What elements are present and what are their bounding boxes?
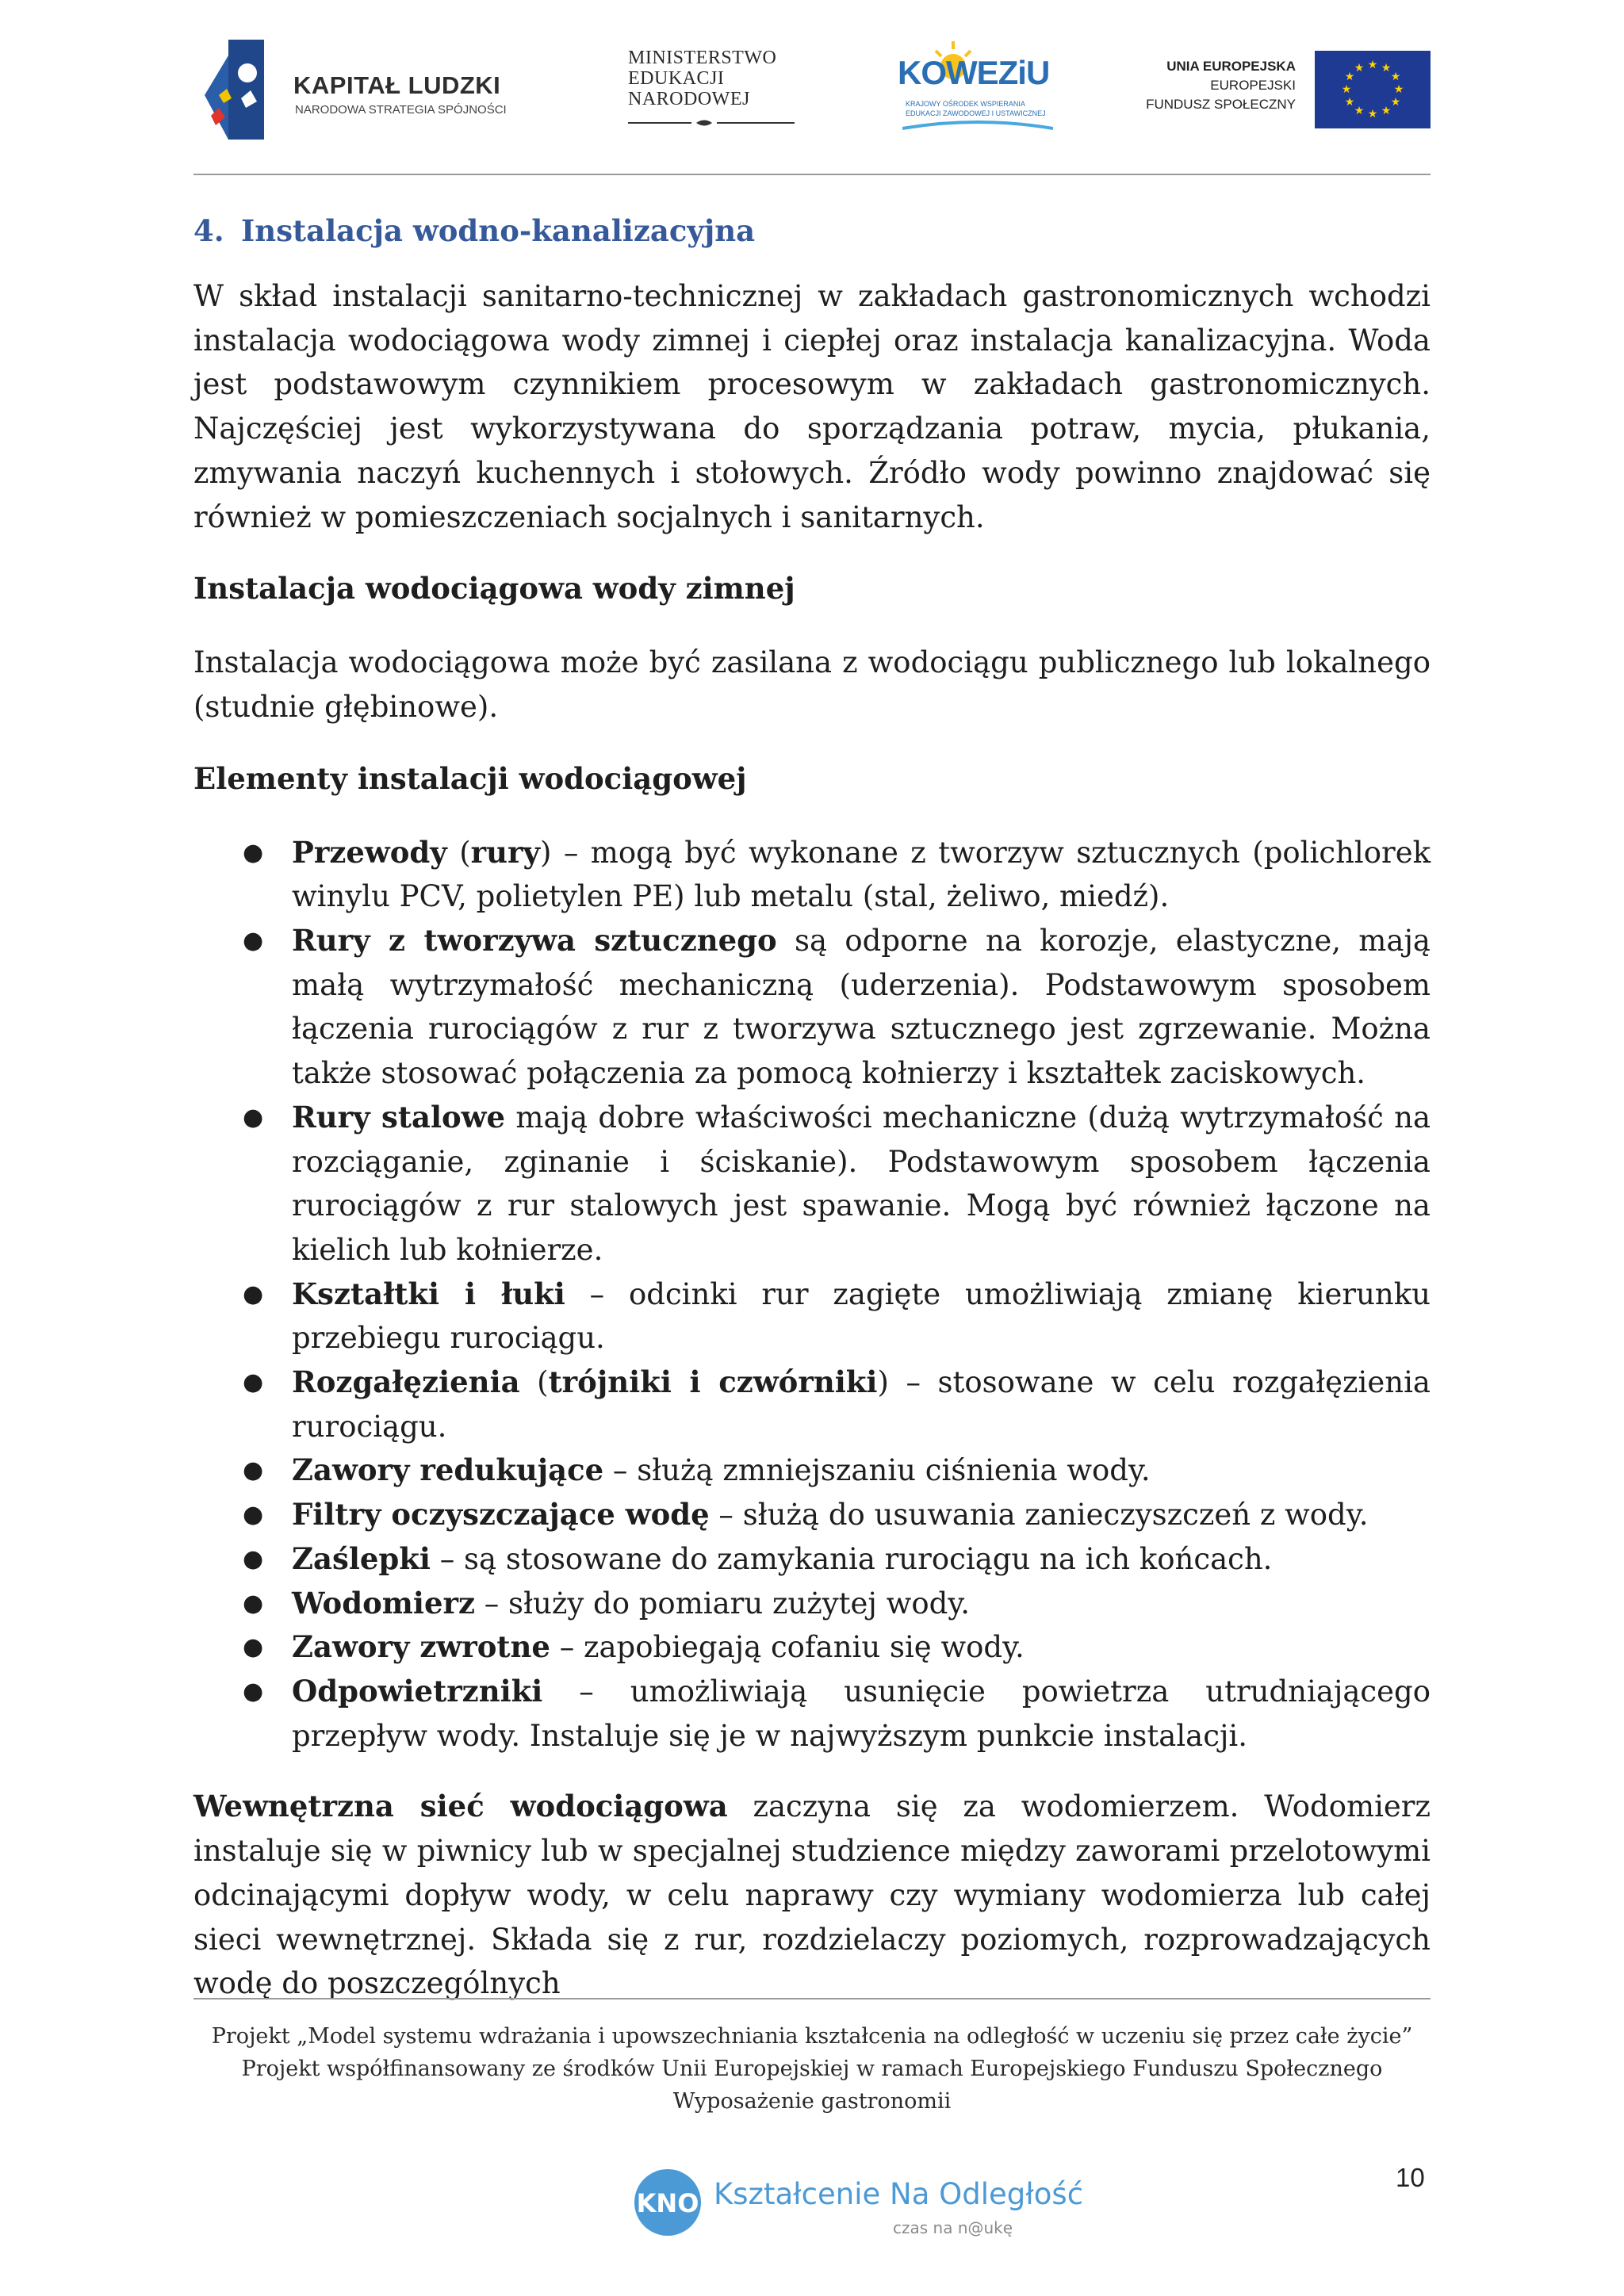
svg-text:★: ★ [1393,83,1404,96]
list-item: ● Zawory zwrotne – zapobiegają cofaniu się wody. [193,1625,1431,1670]
section-title: Instalacja wodno-kanalizacyjna [241,213,756,248]
footer-line-2: Projekt współfinansowany ze środków Unii Europejskiej w ramach Europejskiego Funduszu Społecznego [241,2057,1383,2081]
bullet-icon: ● [243,1103,264,1131]
bullet-icon: ● [243,1677,264,1705]
eu-flag-icon [1315,51,1431,128]
list-item: ● Zawory redukujące – służą zmniejszaniu ciśnienia wody. [193,1448,1431,1493]
bullet-icon: ● [243,838,264,867]
kno-logo-title: Kształcenie Na Odległość [714,2177,1084,2211]
bullet-icon: ● [243,1456,264,1485]
ministerstwo-logo [628,38,810,149]
closing-bold: Wewnętrzna sieć wodociągowa [193,1789,728,1824]
koweziu-line-2: EDUKACJI ZAWODOWEJ I USTAWICZNEJ [906,109,1046,117]
svg-text:★: ★ [1344,71,1355,83]
list-item: ● Wodomierz – służy do pomiaru zużytej wody. [193,1582,1431,1626]
list-item: ● Rury stalowe mają dobre właściwości mechaniczne (dużą wytrzymałość na rozciąganie, zginanie i ściskanie). Podstawowym sposobem łączenia rurociągów z rur stalowych jest spawanie. Mogą być również łączone na kielich lub kołnierze. [193,1096,1431,1272]
ministerstwo-line-3: NARODOWEJ [628,89,750,109]
kapital-ludzki-logo [205,38,538,149]
list-item: ● Kształtki i łuki – odcinki rur zagięte umożliwiają zmianę kierunku przebiegu rurociągu. [193,1272,1431,1360]
svg-text:★: ★ [1367,108,1378,121]
svg-text:★: ★ [1354,105,1365,117]
list-item: ● Przewody (rury) – mogą być wykonane z tworzyw sztucznych (polichlorek winylu PCV, polietylen PE) lub metalu (stal, żeliwo, miedź). [193,831,1431,919]
footer-rule [193,1998,1431,1999]
subheading-cold-water: Instalacja wodociągowa wody zimnej [193,571,795,607]
svg-text:★: ★ [1390,71,1401,83]
footer [193,2020,1431,2118]
eu-line-2: EUROPEJSKI [1210,78,1296,93]
elements-list [193,831,1431,1758]
bullet-icon: ● [243,1633,264,1662]
subheading-elements: Elementy instalacji wodociągowej [193,760,747,796]
ministerstwo-line-2: EDUKACJI [628,68,725,89]
bullet-icon: ● [243,927,264,955]
eu-logo [1137,38,1431,149]
svg-text:★: ★ [1381,105,1392,117]
list-item: ● Zaślepki – są stosowane do zamykania rurociągu na ich końcach. [193,1537,1431,1582]
closing-paragraph [193,1785,1431,2006]
koweziu-logo [898,38,1088,149]
ksztalcenie-na-odleglosc-logo [631,2164,1084,2252]
header-rule [193,174,1431,175]
closing-text: zaczyna się za wodomierzem. Wodomierz instaluje się w piwnicy lub w specjalnej studzience między zaworami przelotowymi odcinającymi dopływ wody, w celu naprawy czy wymiany wodomierza lub całej sieci wewnętrznej. Składa się z rur, rozdzielaczy poziomych, rozprowadzających wodę do poszczególnych [193,1789,1431,2001]
eu-line-3: FUNDUSZ SPOŁECZNY [1146,97,1296,112]
bullet-icon: ● [243,1589,264,1617]
kno-emblem-icon [631,2166,704,2239]
footer-line-3: Wyposażenie gastronomii [672,2089,952,2114]
intro-paragraph: W skład instalacji sanitarno-technicznej w zakładach gastronomicznych wchodzi instalacja wodociągowa wody zimnej i ciepłej oraz instalacja kanalizacyjna. Woda jest podstawowym czynnikiem procesowym w zakładach gastronomicznych. Najczęściej jest wykorzystywana do sporządzania potraw, mycia, płukania, zmywania naczyń kuchennych i stołowych. Źródło wody powinno znajdować się również w pomieszczeniach socjalnych i sanitarnych. [193,279,1431,534]
section-heading [193,205,1431,257]
kno-logo-slogan: czas na n@ukę [893,2218,1013,2237]
koweziu-wave-icon [902,121,1053,132]
supply-paragraph: Instalacja wodociągowa może być zasilana z wodociągu publicznego lub lokalnego (studnie głębinowe). [193,645,1431,724]
kapital-ludzki-title: KAPITAŁ LUDZKI [293,71,501,99]
koweziu-line-1: KRAJOWY OŚRODEK WSPIERANIA [906,100,1025,108]
svg-text:★: ★ [1367,59,1378,71]
svg-text:★: ★ [1354,62,1365,75]
svg-text:★: ★ [1341,83,1352,96]
bullet-icon: ● [243,1368,264,1397]
eu-line-1: UNIA EUROPEJSKA [1166,59,1296,74]
list-item: ● Filtry oczyszczające wodę – służą do usuwania zanieczyszczeń z wody. [193,1493,1431,1537]
list-item: ● Rury z tworzywa sztucznego są odporne na korozje, elastyczne, mają małą wytrzymałość mechaniczną (uderzenia). Podstawowym sposobem łączenia rurociągów z rur z tworzywa sztucznego jest zgrzewanie. Można także stosować połączenia za pomocą kołnierzy i kształtek zaciskowych. [193,919,1431,1096]
kapital-ludzki-emblem-icon [205,40,284,143]
footer-line-1: Projekt „Model systemu wdrażania i upowszechniania kształcenia na odległość w uczeniu się przez całe życie” [211,2024,1413,2049]
ministerstwo-line-1: MINISTERSTWO [628,48,777,68]
list-item: ● Rozgałęzienia (trójniki i czwórniki) – stosowane w celu rozgałęzienia rurociągu. [193,1360,1431,1448]
bullet-icon: ● [243,1280,264,1308]
bullet-icon: ● [243,1544,264,1573]
svg-text:★: ★ [1381,62,1392,75]
bullet-icon: ● [243,1501,264,1529]
list-item: ● Odpowietrzniki – umożliwiają usunięcie powietrza utrudniającego przepływ wody. Instaluje się je w najwyższym punkcie instalacji. [193,1670,1431,1758]
main-content [193,205,1431,2006]
kapital-ludzki-subtitle: NARODOWA STRATEGIA SPÓJNOŚCI [295,103,507,117]
header-logos [193,38,1431,149]
svg-text:KNO: KNO [636,2188,699,2218]
page-number: 10 [1396,2163,1425,2192]
svg-text:★: ★ [1344,96,1355,109]
ministerstwo-pen-icon [628,117,795,128]
koweziu-name: KOWEZiU [898,54,1050,91]
section-number: 4. [193,213,224,248]
svg-text:★: ★ [1390,96,1401,109]
